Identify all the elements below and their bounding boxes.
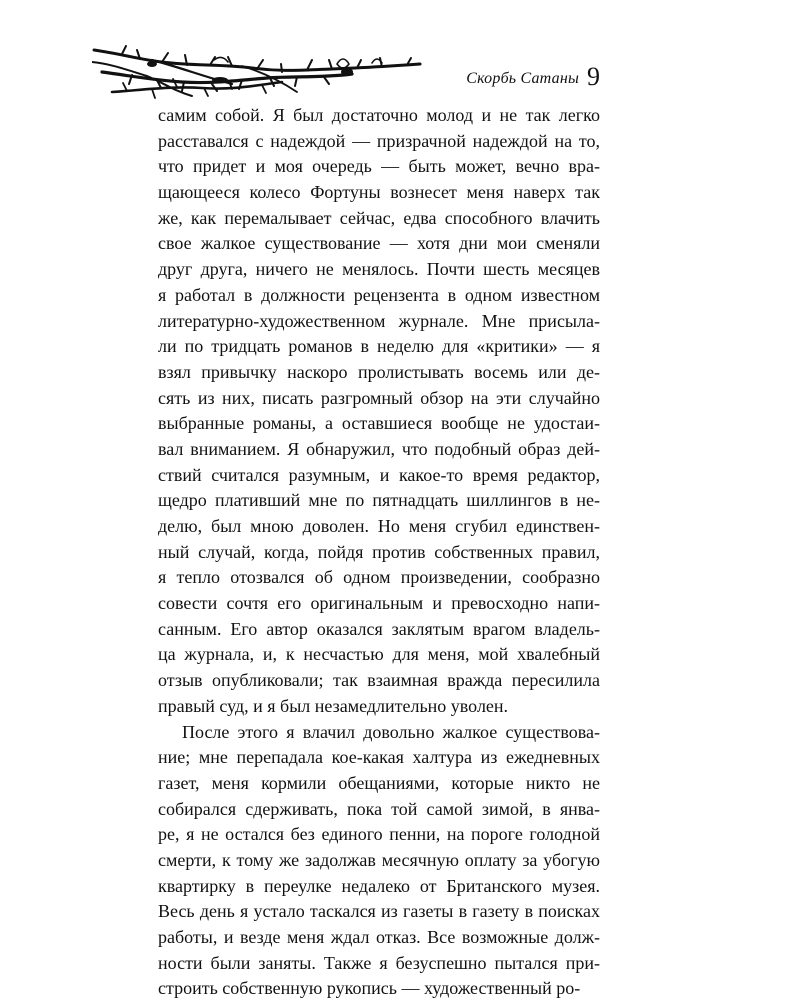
thorny-branch-icon: [92, 42, 422, 104]
text-line: газет, меня кормили обещаниями, которые никто не: [158, 771, 600, 797]
text-line: ца журнала, и, к несчастью для меня, мой хвалебный: [158, 642, 600, 668]
text-line: ре, я не остался без единого пенни, на пороге голодной: [158, 822, 600, 848]
text-line: щающееся колесо Фортуны вознесет меня наверх так: [158, 180, 600, 206]
text-line: делю, был мною доволен. Но меня сгубил единствен-: [158, 514, 600, 540]
text-line: санным. Его автор оказался заклятым врагом владель-: [158, 617, 600, 643]
text-line: Весь день я устало таскался из газеты в газету в поисках: [158, 899, 600, 925]
text-line: я работал в должности рецензента в одном известном: [158, 283, 600, 309]
text-line: После этого я влачил довольно жалкое существова-: [158, 720, 600, 746]
text-line: вал вниманием. Я обнаружил, что подобный образ дей-: [158, 437, 600, 463]
text-line: строить собственную рукопись — художественный ро-: [158, 976, 600, 1002]
text-line: собирался сдерживать, пока той самой зимой, в янва-: [158, 797, 600, 823]
page-number: 9: [587, 62, 600, 91]
text-line: ности были заняты. Также я безуспешно пытался при-: [158, 951, 600, 977]
paragraph: [158, 103, 600, 720]
text-line: выбранные романы, а оставшиеся вообще не удостаи-: [158, 411, 600, 437]
text-line: правый суд, и я был незамедлительно уволен.: [158, 694, 600, 720]
text-line: работы, и везде меня ждал отказ. Все возможные долж-: [158, 925, 600, 951]
text-line: отзыв опубликовали; так взаимная вражда пересилила: [158, 668, 600, 694]
text-line: расставался с надеждой — призрачной надеждой на то,: [158, 129, 600, 155]
text-line: сять из них, писать разгромный обзор на эти случайно: [158, 386, 600, 412]
text-line: литературно-художественном журнале. Мне присыла-: [158, 309, 600, 335]
text-line: щедро плативший мне по пятнадцать шиллингов в не-: [158, 488, 600, 514]
text-line: квартирку в переулке недалеко от Британского музея.: [158, 874, 600, 900]
text-line: свое жалкое существование — хотя дни мои сменяли: [158, 231, 600, 257]
text-line: ствий считался разумным, и какое-то время редактор,: [158, 463, 600, 489]
text-line: смерти, к тому же задолжав месячную оплату за убогую: [158, 848, 600, 874]
body-text: [158, 103, 600, 1002]
running-title: Скорбь Сатаны: [466, 70, 579, 87]
text-line: совести сочтя его оригинальным и превосходно напи-: [158, 591, 600, 617]
text-line: ние; мне перепадала кое-какая халтура из ежедневных: [158, 745, 600, 771]
text-line: я тепло отозвался об одном произведении, сообразно: [158, 565, 600, 591]
text-line: что придет и моя очередь — быть может, вечно вра-: [158, 154, 600, 180]
running-header: [440, 62, 600, 92]
text-line: взял привычку наскоро пролистывать восемь или де-: [158, 360, 600, 386]
paragraph: [158, 720, 600, 1002]
text-line: же, как перемалывает сейчас, едва способного влачить: [158, 206, 600, 232]
text-line: ли по тридцать романов в неделю для «критики» — я: [158, 334, 600, 360]
text-line: ный случай, когда, пойдя против собственных правил,: [158, 540, 600, 566]
text-line: самим собой. Я был достаточно молод и не так легко: [158, 103, 600, 129]
text-line: друг друга, ничего не менялось. Почти шесть месяцев: [158, 257, 600, 283]
